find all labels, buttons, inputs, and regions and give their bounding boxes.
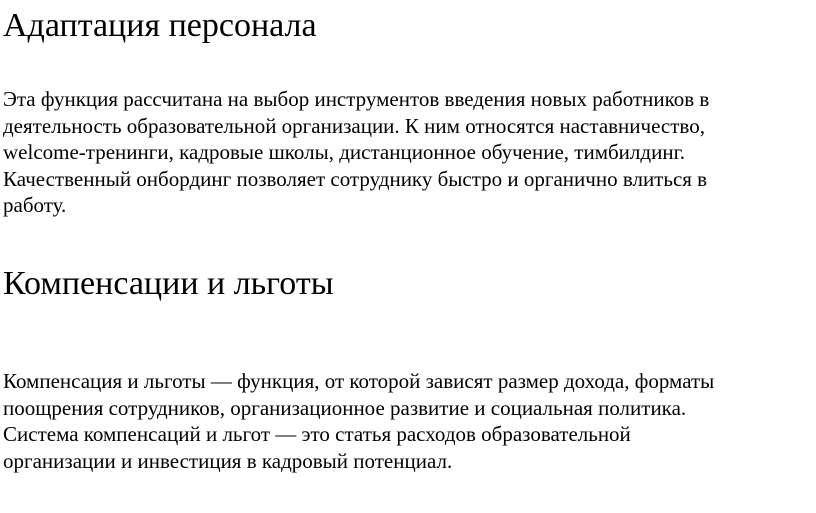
section-paragraph-adaptation [3, 86, 709, 219]
paragraph-line: Компенсация и льготы — функция, от которой зависят размер дохода, форматы [3, 369, 715, 393]
paragraph-line: welcome-тренинги, кадровые школы, дистанционное обучение, тимбилдинг. [3, 140, 686, 164]
paragraph-line: Качественный онбординг позволяет сотруднику быстро и органично влиться в [3, 166, 708, 191]
section-heading-adaptation: Адаптация персонала [3, 7, 317, 44]
paragraph-line: работу. [3, 193, 67, 217]
paragraph-line: деятельность образовательной организации. К ним относятся наставничество, [3, 113, 705, 138]
section-paragraph-compensation [3, 368, 714, 474]
section-heading-compensation: Компенсации и льготы [3, 265, 334, 302]
paragraph-line: организации и инвестиция в кадровый потенциал. [3, 448, 453, 473]
paragraph-line: Система компенсаций и льгот — это статья расходов образовательной [3, 422, 631, 446]
paragraph-line: Эта функция рассчитана на выбор инструментов введения новых работников в [3, 87, 710, 111]
paragraph-line: поощрения сотрудников, организационное развитие и социальная политика. [3, 395, 687, 420]
